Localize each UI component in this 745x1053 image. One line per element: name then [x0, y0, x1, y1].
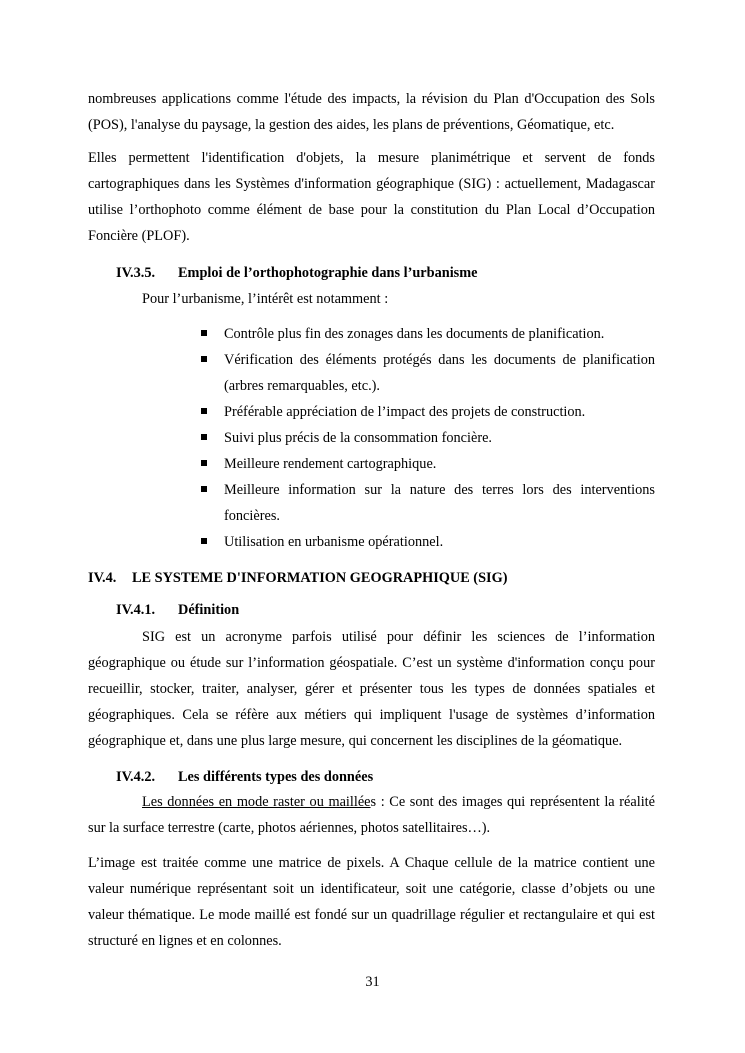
section-heading-iv-3-5 [116, 263, 477, 283]
list-item: Vérification des éléments protégés dans les documents de planification (arbres remarquables, etc.). [200, 347, 655, 399]
section-number: IV.4. [88, 570, 117, 586]
list-item: Meilleure information sur la nature des terres lors des interventions foncières. [200, 477, 655, 529]
section-heading-iv-4-2 [116, 767, 373, 787]
section-title: Définition [178, 602, 240, 618]
list-item: Meilleure rendement cartographique. [200, 451, 655, 477]
matrix-paragraph: L’image est traitée comme une matrice de pixels. A Chaque cellule de la matrice contient une valeur numérique représentant soit un identificateur, soit une catégorie, classe d’objets ou une valeur thématique. Le mode maillé est fondé sur un quadrillage régulier et rectangulaire et qui est structuré en lignes et en colonnes. [88, 855, 655, 949]
list-item: Utilisation en urbanisme opérationnel. [200, 529, 655, 555]
section-title: LE SYSTEME D'INFORMATION GEOGRAPHIQUE (SIG) [132, 570, 508, 586]
section-number: IV.3.5. [116, 265, 156, 281]
section-heading-iv-4-1 [116, 600, 239, 620]
section-title: Emploi de l’orthophotographie dans l’urbanisme [178, 265, 478, 281]
list-item: Suivi plus précis de la consommation foncière. [200, 425, 655, 451]
square-bullet-icon [201, 486, 207, 492]
list-item: Préférable appréciation de l’impact des projets de construction. [200, 399, 655, 425]
square-bullet-icon [201, 330, 207, 336]
square-bullet-icon [201, 356, 207, 362]
raster-term: Les données en mode raster ou maillée [142, 794, 371, 810]
section-heading-iv-4 [88, 568, 507, 588]
definition-paragraph: SIG est un acronyme parfois utilisé pour définir les sciences de l’information géographique ou étude sur l’information géospatiale. C’est un système d'information conçu pour recueillir, stocker, traiter, analyser, gérer et présenter tous les types de données spatiales et géographiques. Cela se réfère aux métiers qui impliquent l'usage de systèmes d’information géographique et, dans une plus large mesure, qui concernent les disciplines de la géomatique. [88, 629, 655, 749]
square-bullet-icon [201, 408, 207, 414]
square-bullet-icon [201, 460, 207, 466]
intro-paragraph-1: nombreuses applications comme l'étude des impacts, la révision du Plan d'Occupation des Sols (POS), l'analyse du paysage, la gestion des aides, les plans de préventions, Géomatique, etc. [88, 91, 655, 133]
list-item: Contrôle plus fin des zonages dans les documents de planification. [200, 321, 655, 347]
section-lead: Pour l’urbanisme, l’intérêt est notamment : [142, 291, 389, 307]
intro-paragraph-2: Elles permettent l'identification d'objets, la mesure planimétrique et servent de fonds cartographiques dans les Systèmes d'information géographique (SIG) : actuellement, Madagascar utilise l’orthophoto comme élément de base pour la constitution du Plan Local d’Occupation Foncière (PLOF). [88, 150, 655, 244]
section-number: IV.4.2. [116, 769, 156, 785]
raster-paragraph [88, 789, 655, 841]
bullet-list [200, 321, 655, 555]
section-title: Les différents types des données [178, 769, 374, 785]
raster-description: s : Ce sont des images qui représentent la réalité sur la surface terrestre (carte, photos aériennes, photos satellitaires…). [88, 794, 655, 836]
square-bullet-icon [201, 538, 207, 544]
square-bullet-icon [201, 434, 207, 440]
section-number: IV.4.1. [116, 602, 156, 618]
page-number: 31 [365, 974, 380, 990]
